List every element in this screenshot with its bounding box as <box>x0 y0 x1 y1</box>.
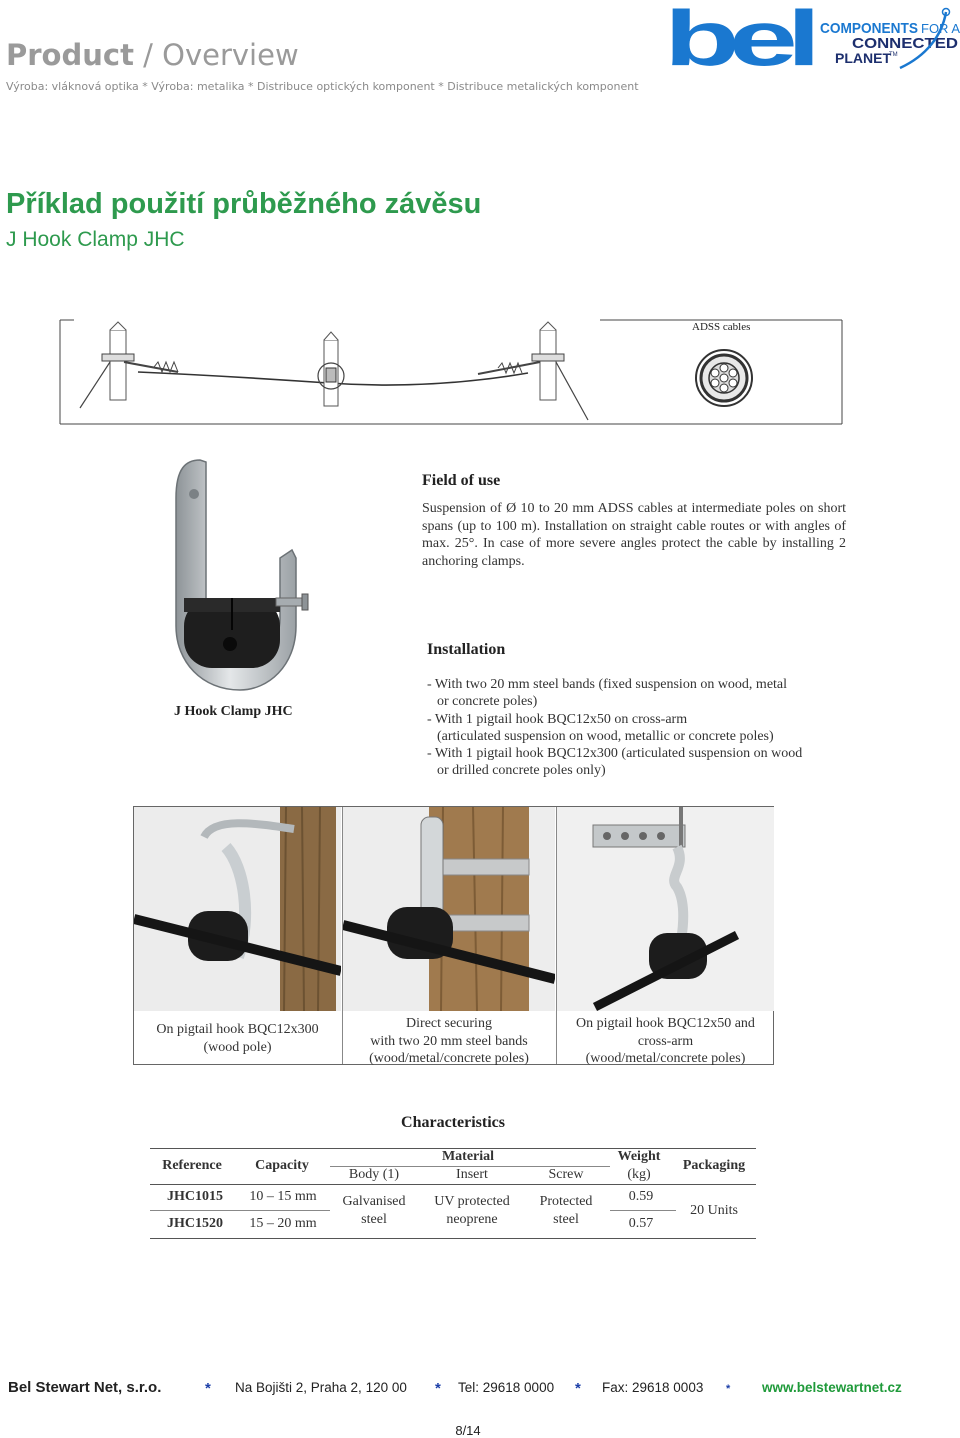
cell-body-line1: Galvanised <box>342 1194 406 1209</box>
header-title-rest: / Overview <box>133 38 299 72</box>
adss-cables-label: ADSS cables <box>692 321 751 333</box>
logo-planet: PLANET <box>835 50 891 66</box>
cell-packaging: 20 Units <box>690 1203 738 1218</box>
adss-cable-cross-section-icon <box>696 350 752 406</box>
cell-body-line2: steel <box>361 1212 387 1227</box>
col-header-weight: Weight <box>617 1149 661 1164</box>
field-of-use-text: Suspension of Ø 10 to 20 mm ADSS cables at intermediate poles on short spans (up to 100 m). Installation on straight cable routes or with angles of max. 25°. In case of more severe angles protect the cable by installing 2 anchoring clamps. <box>422 501 846 569</box>
col-header-weight-unit: (kg) <box>627 1167 651 1182</box>
characteristics-title: Characteristics <box>401 1114 505 1131</box>
header-title-bold: Product <box>6 38 134 72</box>
footer-separator: * <box>205 1380 211 1397</box>
photo-caption-3: On pigtail hook BQC12x50 and cross-arm (wood/metal/concrete poles) <box>576 1016 755 1066</box>
field-of-use-title: Field of use <box>422 472 501 489</box>
footer-website-link[interactable]: www.belstewartnet.cz <box>762 1380 902 1395</box>
installation-item-line1: - With 1 pigtail hook BQC12x300 (articulated suspension on wood <box>427 746 803 762</box>
clamp-caption: J Hook Clamp JHC <box>174 704 293 719</box>
logo-tm: TM <box>889 52 898 58</box>
installation-item-line2: or concrete poles) <box>437 694 538 710</box>
footer-separator: * <box>575 1380 581 1397</box>
characteristics-table <box>150 1146 756 1240</box>
photo-pigtail-wood-pole <box>134 807 341 1011</box>
installation-item-line1: - With two 20 mm steel bands (fixed suspension on wood, metal <box>427 677 788 692</box>
footer-separator: * <box>726 1383 731 1395</box>
installation-item-line1: - With 1 pigtail hook BQC12x50 on cross-arm <box>427 711 688 727</box>
footer-separator: * <box>435 1380 441 1397</box>
col-header-material: Material <box>441 1149 495 1164</box>
installation-item <box>427 711 802 746</box>
col-header-body: Body (1) <box>348 1167 400 1182</box>
cell-insert-line2: neoprene <box>446 1212 498 1227</box>
cell-screw-line1: Protected <box>539 1194 593 1209</box>
cell-screw-line2: steel <box>553 1212 579 1227</box>
installation-item <box>427 676 802 711</box>
cell-reference: JHC1520 <box>167 1216 223 1231</box>
col-header-capacity: Capacity <box>255 1158 309 1173</box>
footer-fax: Fax: 29618 0003 <box>602 1380 704 1395</box>
photo-pigtail-cross-arm <box>557 807 774 1011</box>
col-header-reference: Reference <box>162 1158 222 1173</box>
main-heading: Příklad použití průběžného závěsu <box>6 188 482 220</box>
j-hook-clamp-image <box>162 458 320 700</box>
bel-logo <box>664 6 960 70</box>
pole-middle <box>318 332 344 406</box>
cell-capacity: 10 – 15 mm <box>249 1189 317 1204</box>
installation-list <box>427 676 802 780</box>
col-header-screw: Screw <box>548 1167 584 1182</box>
page-number: 8/14 <box>455 1423 481 1438</box>
photo-caption-1: On pigtail hook BQC12x300 (wood pole) <box>156 1022 319 1055</box>
table-rule-row-left <box>150 1210 330 1211</box>
table-rule-row-weight <box>610 1210 676 1211</box>
sub-heading: J Hook Clamp JHC <box>6 228 185 251</box>
logo-connected: CONNECTED <box>852 35 959 52</box>
cell-insert-line1: UV protected <box>434 1194 510 1209</box>
cell-capacity: 15 – 20 mm <box>249 1216 317 1231</box>
cell-weight: 0.57 <box>628 1216 654 1231</box>
page-header-title <box>6 38 299 72</box>
photo-steel-bands <box>343 807 555 1011</box>
logo-for-a: FOR A <box>921 21 960 36</box>
cell-weight: 0.59 <box>628 1189 654 1204</box>
col-header-packaging: Packaging <box>682 1158 746 1173</box>
installation-item-line2: (articulated suspension on wood, metallic or concrete poles) <box>437 728 774 744</box>
installation-item <box>427 745 802 780</box>
installation-item-line2: or drilled concrete poles only) <box>437 763 606 779</box>
pole-left <box>80 322 178 408</box>
pole-right <box>478 322 588 420</box>
installation-photos-panel <box>133 806 774 1065</box>
logo-mark: bel <box>664 6 814 70</box>
col-header-insert: Insert <box>456 1167 488 1182</box>
footer-phone: Tel: 29618 0000 <box>458 1380 555 1395</box>
footer-address: Na Bojišti 2, Praha 2, 120 00 <box>235 1380 407 1395</box>
photo-caption-2: Direct securing with two 20 mm steel bands (wood/metal/concrete poles) <box>369 1016 529 1066</box>
footer-company: Bel Stewart Net, s.r.o. <box>8 1379 162 1396</box>
table-rule-header <box>150 1184 756 1185</box>
cell-reference: JHC1015 <box>167 1189 223 1204</box>
logo-components: COMPONENTS <box>820 20 918 37</box>
table-rule-bottom <box>150 1238 756 1239</box>
installation-title: Installation <box>427 641 506 658</box>
header-subtitle: Výroba: vláknová optika * Výroba: metalika * Distribuce optických komponent * Distribuce metalických komponent <box>6 80 639 93</box>
